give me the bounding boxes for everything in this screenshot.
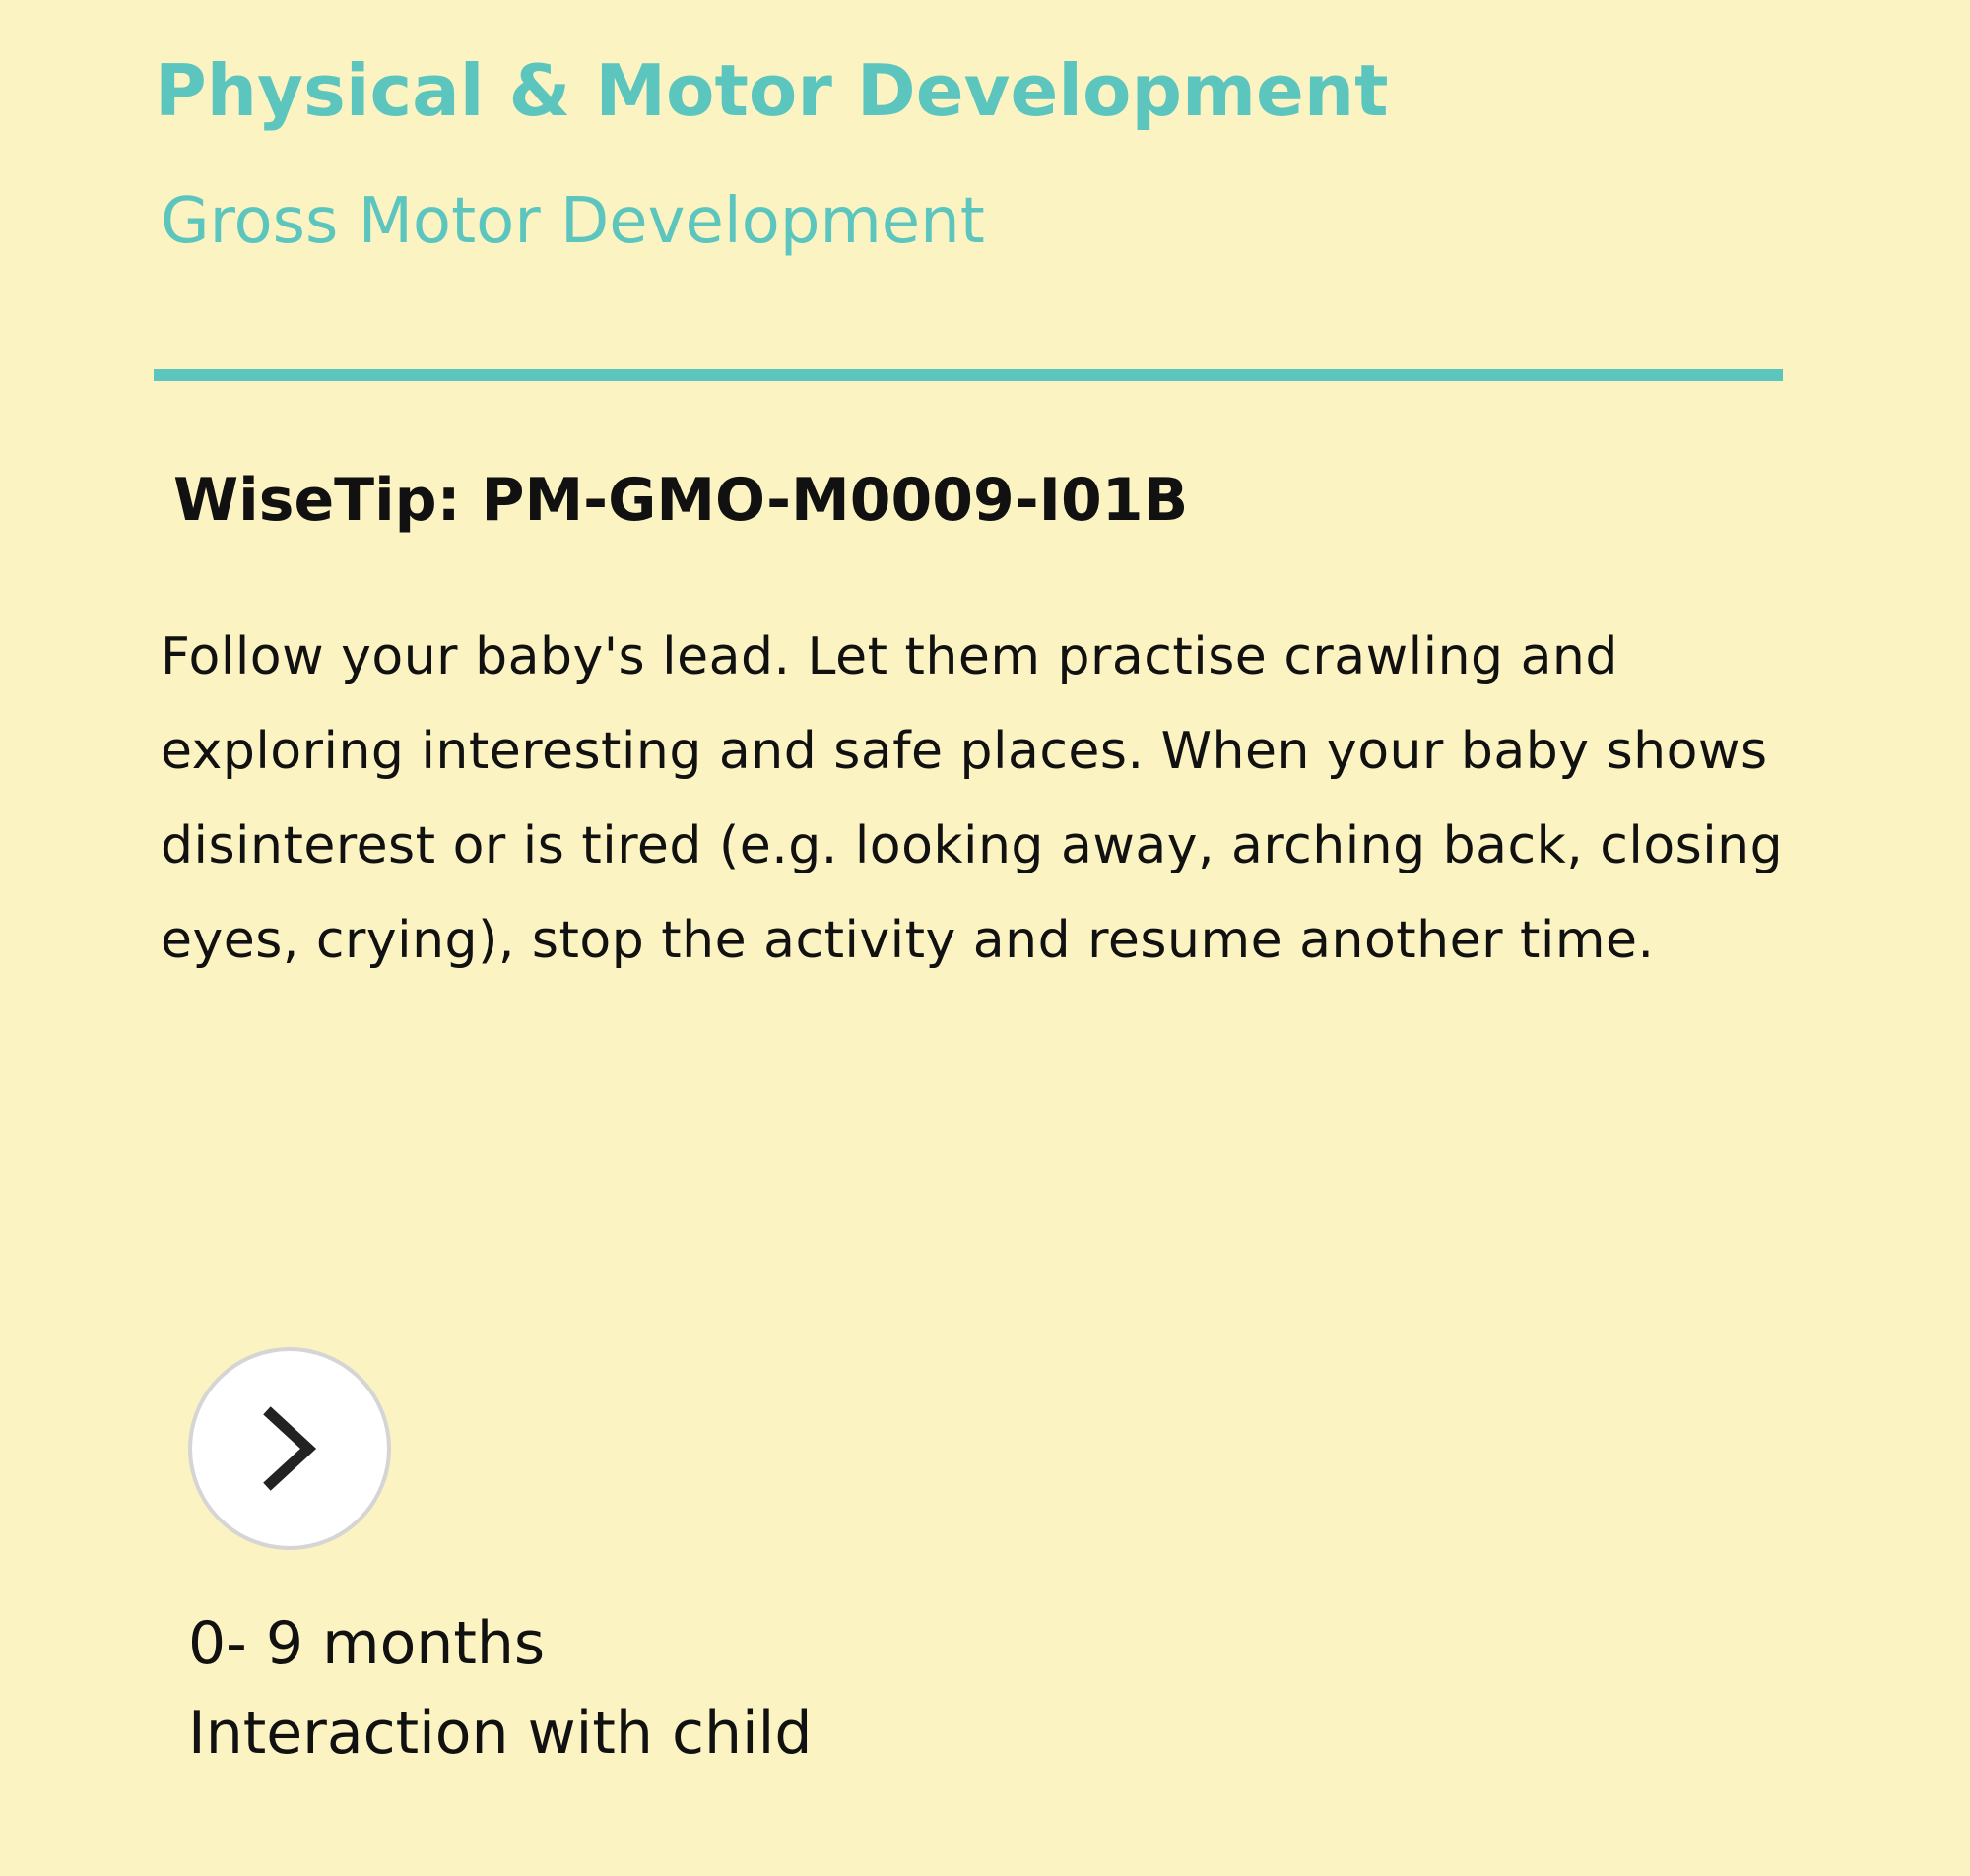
category-title: Physical & Motor Development xyxy=(155,49,1389,132)
subcategory-title: Gross Motor Development xyxy=(161,185,985,258)
age-range-label: 0- 9 months xyxy=(188,1609,546,1678)
divider xyxy=(154,369,1783,381)
tip-id-label: WiseTip: PM-GMO-M0009-I01B xyxy=(173,466,1189,535)
chevron-right-icon xyxy=(255,1404,324,1493)
next-button[interactable] xyxy=(188,1347,391,1550)
tip-body-text: Follow your baby's lead. Let them practise crawling and exploring interesting and safe places. When your baby shows disinterest or is tired (e.g. looking away, arching back, closing eyes, crying), stop the activity and resume another time. xyxy=(161,627,1784,970)
tip-type-label: Interaction with child xyxy=(188,1699,813,1768)
